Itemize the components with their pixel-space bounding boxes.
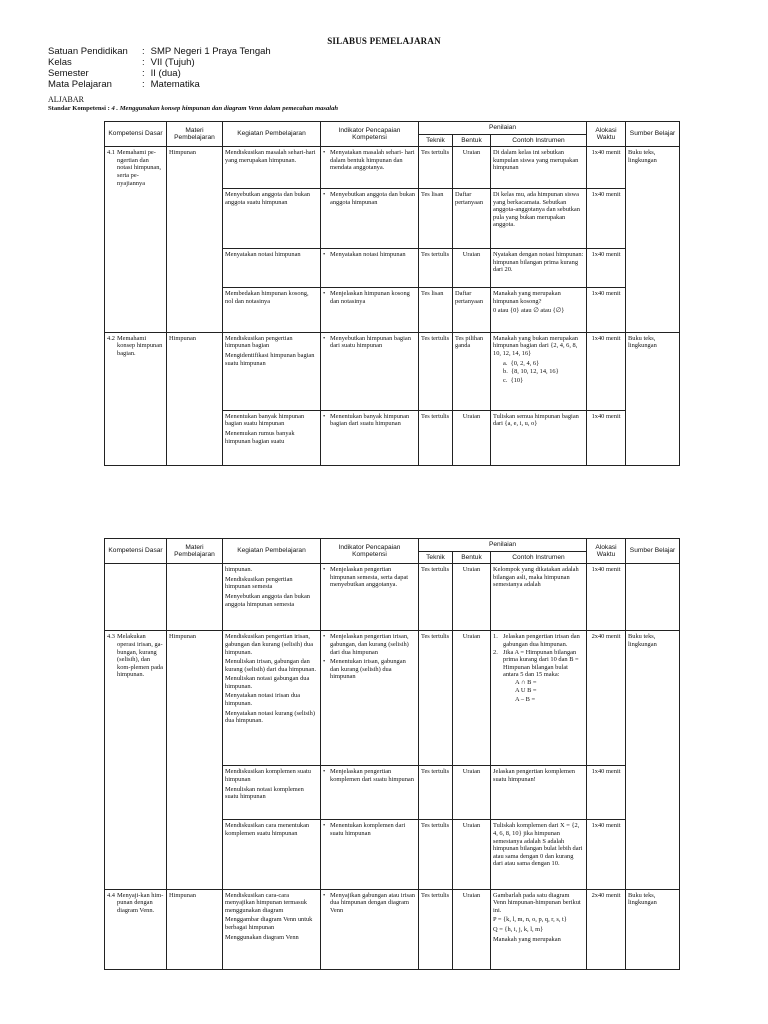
indikator-item: • Menyebutkan anggota dan bukan anggota himpunan: [323, 191, 416, 206]
question-number: 2.: [493, 648, 498, 656]
kegiatan-text: Mendiskusikan cara-cara menyajikan himpunan termasuk menggunakan diagram: [225, 891, 307, 914]
sumber-cell: Buku teks, lingkungan: [626, 332, 680, 465]
table-row: [105, 147, 680, 189]
alokasi-cell: 1x40 menit: [587, 249, 626, 288]
meta-value: II (dua): [150, 68, 181, 79]
syllabus-table-page-2: [104, 538, 680, 970]
teknik-cell: Tes lisan: [419, 188, 453, 248]
indikator-item: • Menyatakan masalah sehari- hari dalam bentuk himpunan dan mendata anggotanya.: [323, 149, 416, 172]
contoh-cell: Tuliskah komplemen dari X = {2, 4, 6, 8, 10} jika himpunan semestanya adalah S adalah himpunan bilangan bulat lebih dari atau sama dengan 0 dan kurang dari atau sama dengan 10.: [491, 820, 587, 889]
kegiatan-cell: [223, 631, 321, 766]
question-number: 1.: [493, 633, 498, 641]
header-alokasi: Alokasi Waktu: [587, 122, 626, 147]
contoh-cell: Jelaskan pengertian komplemen suatu himpunan!: [491, 766, 587, 820]
bentuk-cell: Uraian: [453, 564, 491, 631]
teknik-cell: Tes lisan: [419, 288, 453, 333]
set-operation: A U B =: [515, 687, 537, 695]
kegiatan-cell: [223, 820, 321, 889]
section-heading: ALJABAR: [48, 95, 85, 104]
alokasi-cell: 1x40 menit: [587, 564, 626, 631]
header-teknik: Teknik: [419, 551, 453, 564]
table-row: [105, 564, 680, 631]
kegiatan-text: Menuliskan notasi komplemen suatu himpunan: [225, 785, 304, 801]
meta-key: Kelas: [48, 57, 72, 68]
set-operation: A ∩ B =: [515, 678, 537, 686]
kegiatan-cell: [223, 188, 321, 248]
header-materi: Materi Pembelajaran: [167, 539, 223, 564]
header-teknik: Teknik: [419, 134, 453, 147]
kegiatan-cell: [223, 766, 321, 820]
materi-cell: Himpunan: [167, 332, 223, 465]
kegiatan-cell: [223, 410, 321, 465]
table-header-row: [105, 539, 680, 552]
indikator-item: • Menjelaskan pengertian irisan, gabungan, dan kurang (selisih) dari dua himpunan: [323, 633, 416, 656]
option-letter: a.: [503, 359, 508, 367]
teknik-cell: Tes tertulis: [419, 564, 453, 631]
header-sumber: Sumber Belajar: [626, 122, 680, 147]
standar-value: 4 . Menggunakan konsep himpunan dan diagram Venn dalam pemecahan masalah: [111, 105, 339, 112]
kegiatan-text: Menyatakan notasi kurang (selisih) dua himpunan.: [225, 709, 315, 725]
bentuk-cell: Uraian: [453, 410, 491, 465]
table-row: [105, 631, 680, 766]
alokasi-cell: 1x40 menit: [587, 820, 626, 889]
sumber-cell: Buku teks, lingkungan: [626, 631, 680, 889]
meta-key: Mata Pelajaran: [48, 79, 112, 90]
kegiatan-cell: [223, 889, 321, 969]
kegiatan-text: Menemukan rumus banyak himpunan bagian suatu: [225, 429, 295, 445]
contoh-text: Gambarlah pada satu diagram Venn himpunan-himpunan berikut ini.: [493, 891, 581, 914]
kegiatan-text: Mendiskusikan cara menentukan komplemen suatu himpunan: [225, 822, 310, 837]
contoh-text: Q = {h, i, j, k, l, m}: [493, 926, 544, 934]
kd-number: 4.1: [107, 149, 115, 157]
question-item: [493, 633, 584, 648]
contoh-text: Manakah yang merupakan: [493, 935, 561, 943]
alokasi-cell: 1x40 menit: [587, 147, 626, 189]
header-contoh: Contoh Instrumen: [491, 134, 587, 147]
contoh-cell: Di dalam kelas ini sebutkan kumpulan siswa yang merupakan himpunan: [491, 147, 587, 189]
kegiatan-text: Membedakan himpunan kosong, nol dan notasinya: [225, 290, 309, 305]
contoh-cell: [491, 889, 587, 969]
contoh-cell: [491, 631, 587, 766]
kegiatan-text: Menggambar diagram Venn untuk berbagai himpunan: [225, 916, 313, 932]
kegiatan-cell: [223, 564, 321, 631]
kd-cell: [105, 631, 167, 889]
kegiatan-text: Menentukan banyak himpunan bagian suatu himpunan: [225, 412, 305, 428]
set-operation: A – B =: [515, 696, 536, 704]
indikator-item: • Menentukan banyak himpunan bagian dari suatu himpunan: [323, 413, 416, 428]
alokasi-cell: 1x40 menit: [587, 288, 626, 333]
table-row: [105, 889, 680, 969]
kd-number: 4.4: [107, 891, 115, 899]
option-letter: c.: [503, 376, 508, 384]
bentuk-cell: Uraian: [453, 889, 491, 969]
meta-key: Semester: [48, 68, 89, 79]
contoh-cell: Nyatakan dengan notasi himpunan: himpunan bilangan prima kurang dari 20.: [491, 249, 587, 288]
indikator-cell: [321, 766, 419, 820]
indikator-cell: [321, 631, 419, 766]
header-indikator: Indikator Pencapaian Kompetensi: [321, 122, 419, 147]
kegiatan-cell: [223, 147, 321, 189]
kd-number: 4.3: [107, 633, 115, 641]
teknik-cell: Tes tertulis: [419, 631, 453, 766]
indikator-item: • Menyajikan gabungan atau irisan dua himpunan dengan diagram Venn: [323, 892, 416, 915]
kd-text: Memahami konsep himpunan bagian.: [117, 334, 163, 357]
alokasi-cell: 1x40 menit: [587, 410, 626, 465]
alokasi-cell: 1x40 menit: [587, 188, 626, 248]
sumber-cell: Buku teks, lingkungan: [626, 889, 680, 969]
bentuk-cell: Tes pilihan ganda: [453, 332, 491, 410]
meta-sep: :: [142, 46, 145, 57]
indikator-item: • Menjelaskan pengertian komplemen dari suatu himpunan: [323, 768, 416, 783]
indikator-item: • Menjelaskan himpunan kosong dan notasinya: [323, 290, 416, 305]
option-letter: b.: [503, 368, 508, 376]
bentuk-cell: Uraian: [453, 766, 491, 820]
kegiatan-text: Menyatakan notasi himpunan: [225, 251, 301, 259]
table-header-row: [105, 122, 680, 135]
indikator-cell: [321, 288, 419, 333]
header-kegiatan: Kegiatan Pembelajaran: [223, 122, 321, 147]
header-kegiatan: Kegiatan Pembelajaran: [223, 539, 321, 564]
contoh-text: 0 atau {0} atau ∅ atau {∅}: [493, 307, 565, 315]
contoh-cell: [491, 288, 587, 333]
page-title: SILABUS PEMELAJARAN: [327, 36, 441, 46]
bentuk-cell: Uraian: [453, 631, 491, 766]
meta-row: [48, 79, 271, 90]
standar-label: Standar Kompetensi :: [48, 105, 110, 112]
contoh-cell: Di kelas mu, ada himpunan siswa yang berkacamata. Sebutkan anggota-anggotanya dan sebutkan pula yang bukan merupakan anggota.: [491, 188, 587, 248]
contoh-cell: Kelompok yang dikatakan adalah bilangan asli, maka himpunan semestanya adalah: [491, 564, 587, 631]
contoh-text: P = {k, l, m, n, o, p, q, r, s, t}: [493, 916, 567, 924]
indikator-cell: [321, 249, 419, 288]
option-value: {8, 10, 12, 14, 16}: [511, 368, 559, 376]
kegiatan-cell: [223, 249, 321, 288]
header-contoh: Contoh Instrumen: [491, 551, 587, 564]
contoh-text: Manakah yang merupakan himpunan kosong?: [493, 290, 561, 305]
meta-value: VII (Tujuh): [150, 57, 195, 68]
meta-row: [48, 46, 271, 57]
contoh-text: Manakah yang bukan merupakan himpunan bagian dari {2, 4, 6, 8, 10, 12, 14, 16}: [493, 334, 579, 357]
bentuk-cell: Daftar pertanyaan: [453, 188, 491, 248]
option-value: {0, 2, 4, 6}: [510, 359, 540, 367]
document-meta: [48, 46, 271, 90]
header-penilaian: Penilaian: [419, 539, 587, 552]
indikator-cell: [321, 820, 419, 889]
teknik-cell: Tes tertulis: [419, 249, 453, 288]
kd-cell: [105, 147, 167, 333]
kegiatan-text: Mendiskusikan masalah sehari-hari yang merupakan himpunan.: [225, 149, 316, 164]
kegiatan-text: Mendiskusikan pengertian himpunan bagian: [225, 334, 293, 350]
materi-cell: Himpunan: [167, 631, 223, 889]
meta-row: [48, 68, 271, 79]
sumber-cell: [626, 564, 680, 631]
indikator-cell: [321, 564, 419, 631]
kd-cell: [105, 564, 167, 631]
header-sumber: Sumber Belajar: [626, 539, 680, 564]
meta-sep: :: [142, 68, 145, 79]
standar-kompetensi: [48, 105, 338, 112]
kegiatan-text: Menyatakan notasi irisan dua himpunan.: [225, 692, 301, 708]
kd-text: Memahami pe-ngertian dan notasi himpunan, serta pe-nyajiannya: [117, 149, 162, 187]
kegiatan-text: Menuliskan notasi gabungan dua himpunan.: [225, 675, 310, 690]
kegiatan-text: Mendiskusikan pengertian irisan, gabungan dan kurang (selisih) dua himpunan.: [225, 633, 314, 656]
option-item: [503, 377, 584, 385]
kegiatan-text: Mendiskusikan pengertian himpunan semesta: [225, 575, 293, 591]
meta-sep: :: [142, 57, 145, 68]
contoh-cell: Tuliskan semua himpunan bagian dari {a, e, i, u, o}: [491, 410, 587, 465]
question-text: Jika A = Himpunan bilangan prima kurang dari 10 dan B = Himpunan bilangan bulat antara 5 dan 15 maka:: [503, 648, 579, 679]
bentuk-cell: Daftar pertanyaan: [453, 288, 491, 333]
indikator-item: • Menjelaskan pengertian himpunan semesta, serta dapat menyebutkan anggotanya.: [323, 566, 416, 589]
alokasi-cell: 1x40 menit: [587, 332, 626, 410]
option-value: {10}: [510, 376, 524, 384]
meta-key: Satuan Pendidikan: [48, 46, 128, 57]
kegiatan-text: Menggunakan diagram Venn: [225, 933, 299, 941]
kegiatan-text: Menyebutkan anggota dan bukan anggota himpunan semesta: [225, 592, 311, 608]
indikator-item: • Menyatakan notasi himpunan: [323, 251, 416, 259]
syllabus-table-page-1: [104, 121, 680, 466]
kd-number: 4.2: [107, 334, 115, 342]
meta-sep: :: [142, 79, 145, 90]
alokasi-cell: 2x40 menit: [587, 889, 626, 969]
bentuk-cell: Uraian: [453, 820, 491, 889]
indikator-item: • Menentukan komplemen dari suatu himpunan: [323, 822, 416, 837]
header-indikator: Indikator Pencapaian Kompetensi: [321, 539, 419, 564]
bentuk-cell: Uraian: [453, 147, 491, 189]
question-item: [493, 649, 584, 679]
bentuk-cell: Uraian: [453, 249, 491, 288]
option-item: [503, 368, 584, 376]
kd-text: Melakukan operasi irisan, ga-bungan, kurang (selisih), dan kom-plemen pada himpunan.: [117, 633, 163, 679]
indikator-cell: [321, 332, 419, 410]
kegiatan-cell: [223, 288, 321, 333]
kegiatan-text: Mendiskusikan komplemen suatu himpunan: [225, 768, 311, 783]
meta-value: SMP Negeri 1 Praya Tengah: [150, 46, 271, 57]
table-row: [105, 332, 680, 410]
indikator-item: • Menyebutkan himpunan bagian dari suatu himpunan: [323, 335, 416, 350]
header-bentuk: Bentuk: [453, 134, 491, 147]
teknik-cell: Tes tertulis: [419, 889, 453, 969]
header-materi: Materi Pembelajaran: [167, 122, 223, 147]
kd-text: Menyaji-kan him-punan dengan diagram Venn.: [117, 891, 164, 914]
teknik-cell: Tes tertulis: [419, 147, 453, 189]
kegiatan-text: Mengidentifikasi himpunan bagian suatu himpunan: [225, 351, 315, 367]
alokasi-cell: 2x40 menit: [587, 631, 626, 766]
alokasi-cell: 1x40 menit: [587, 766, 626, 820]
indikator-cell: [321, 188, 419, 248]
kd-cell: [105, 889, 167, 969]
meta-value: Matematika: [150, 79, 200, 90]
teknik-cell: Tes tertulis: [419, 820, 453, 889]
teknik-cell: Tes tertulis: [419, 766, 453, 820]
option-item: [503, 360, 584, 368]
header-penilaian: Penilaian: [419, 122, 587, 135]
header-bentuk: Bentuk: [453, 551, 491, 564]
materi-cell: Himpunan: [167, 889, 223, 969]
indikator-cell: [321, 147, 419, 189]
header-kd: Kompetensi Dasar: [105, 122, 167, 147]
kegiatan-text: Menyebutkan anggota dan bukan anggota suatu himpunan: [225, 190, 311, 206]
teknik-cell: Tes tertulis: [419, 410, 453, 465]
indikator-item: • Menentukan irisan, gabungan dan kurang (selisih) dua himpunan: [323, 658, 416, 681]
contoh-cell: [491, 332, 587, 410]
header-kd: Kompetensi Dasar: [105, 539, 167, 564]
materi-cell: Himpunan: [167, 147, 223, 333]
teknik-cell: Tes tertulis: [419, 332, 453, 410]
kegiatan-text: Menuliskan irisan, gabungan dan kurang (selisih) dari dua himpunan.: [225, 658, 317, 673]
materi-cell: [167, 564, 223, 631]
sumber-cell: Buku teks, lingkungan: [626, 147, 680, 333]
header-alokasi: Alokasi Waktu: [587, 539, 626, 564]
kd-cell: [105, 332, 167, 465]
question-text: Jelaskan pengertian irisan dan gabungan dua himpunan.: [503, 633, 580, 648]
kegiatan-cell: [223, 332, 321, 410]
kegiatan-text: himpunan.: [225, 566, 253, 574]
indikator-cell: [321, 410, 419, 465]
meta-row: [48, 57, 271, 68]
indikator-cell: [321, 889, 419, 969]
